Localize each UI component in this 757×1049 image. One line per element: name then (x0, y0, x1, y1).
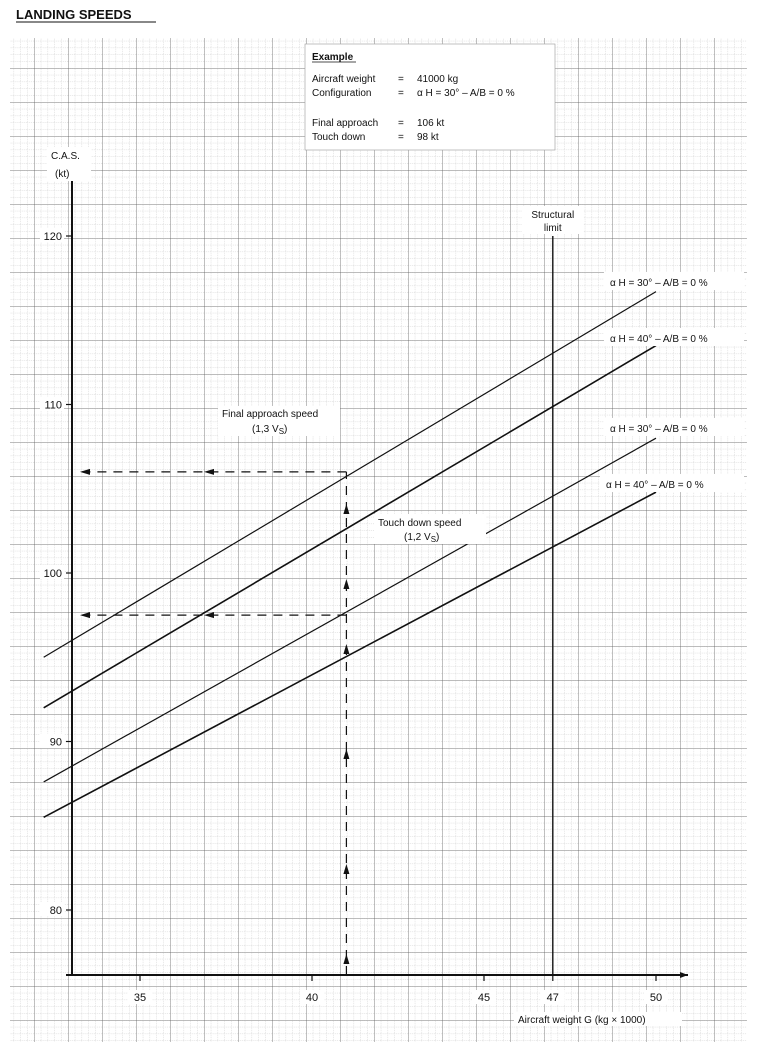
y-tick-label: 100 (43, 568, 62, 580)
touch-down-label-1: Touch down speed (378, 518, 462, 529)
touch-down-label-2-close: ) (436, 532, 440, 543)
final-approach-label-2-main: (1,3 V (252, 424, 279, 435)
example-weight-value: 41000 kg (417, 74, 459, 85)
x-tick-label: 35 (133, 992, 147, 1004)
y-tick-label: 90 (49, 736, 62, 749)
x-tick-label: 40 (305, 992, 319, 1004)
series-label-1: α H = 30° – A/B = 0 % (610, 278, 708, 289)
example-config-value: α H = 30° – A/B = 0 % (417, 88, 515, 99)
touch-down-label-2-sub: S (430, 535, 437, 544)
x-tick-label: 45 (477, 992, 491, 1004)
x-tick-label: 50 (649, 992, 663, 1004)
example-weight-label: Aircraft weight (312, 74, 376, 85)
y-axis-label: C.A.S. (51, 151, 80, 162)
example-touch-label: Touch down (312, 132, 366, 143)
y-tick-label: 120 (43, 231, 62, 243)
x-axis-label: Aircraft weight G (kg × 1000) (518, 1015, 646, 1026)
series-label-3: α H = 30° – A/B = 0 % (610, 424, 708, 435)
example-final-label: Final approach (312, 118, 379, 129)
structural-limit-label-2: limit (543, 223, 562, 234)
series-label-4: α H = 40° – A/B = 0 % (606, 480, 704, 491)
y-axis-unit: (kt) (55, 169, 70, 180)
y-tick-label: 80 (49, 905, 62, 917)
example-box (305, 44, 555, 150)
example-final-value: 106 kt (417, 118, 445, 129)
chart-title: LANDING SPEEDS (16, 7, 132, 22)
example-config-eq: = (398, 88, 404, 99)
final-approach-label-2-sub: S (278, 427, 285, 436)
example-touch-eq: = (398, 132, 404, 143)
example-weight-eq: = (398, 74, 404, 85)
example-heading: Example (312, 52, 354, 63)
final-approach-label-2-close: ) (284, 424, 288, 435)
touch-down-label-2-main: (1,2 V (404, 532, 431, 543)
final-approach-label-1: Final approach speed (222, 409, 319, 420)
example-final-eq: = (398, 118, 404, 129)
series-label-2: α H = 40° – A/B = 0 % (610, 334, 708, 345)
example-touch-value: 98 kt (417, 132, 439, 143)
y-tick-label: 110 (44, 399, 62, 412)
structural-limit-label-1: Structural (531, 210, 575, 221)
x-tick-label: 47 (546, 992, 559, 1004)
touch-down-annotation (374, 514, 486, 544)
example-config-label: Configuration (312, 88, 372, 99)
final-approach-annotation (218, 406, 340, 436)
